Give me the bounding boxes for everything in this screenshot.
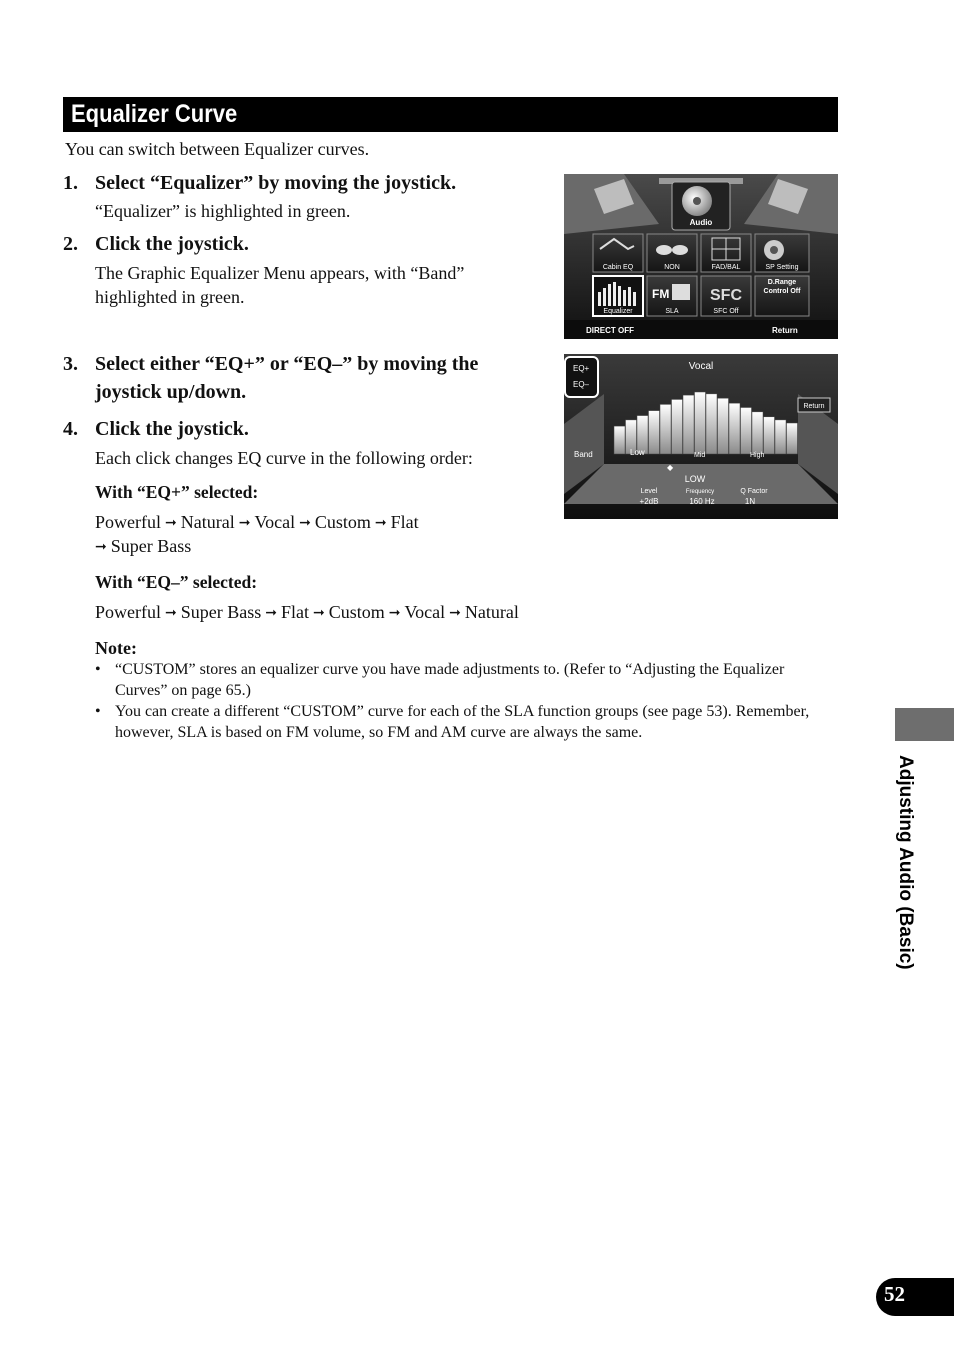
band-mid-label: Mid (694, 452, 706, 459)
intro-text: You can switch between Equalizer curves. (65, 139, 370, 159)
eq-minus-button: EQ– (573, 380, 590, 389)
section-header-bar (63, 97, 838, 132)
up-down-arrow-icon: ◆ (667, 463, 674, 472)
svg-text:SFC: SFC (710, 287, 742, 304)
q-factor-value: 1N (744, 497, 756, 506)
screen1-direct-label: DIRECT OFF (586, 326, 634, 335)
eq-bar (649, 411, 660, 454)
eq-minus-item: Custom (328, 602, 385, 622)
screen1-return-button[interactable]: Return (772, 326, 798, 335)
step-3-number: 3. (63, 353, 78, 375)
graphic-equalizer-screenshot (564, 354, 838, 519)
audio-menu-screenshot (564, 174, 838, 339)
eq-plus-item: Super Bass (110, 536, 192, 556)
level-value: +2dB (639, 497, 659, 506)
frequency-value: 160 Hz (689, 497, 715, 506)
note-item: • “CUSTOM” stores an equalizer curve you have made adjustments to. (Refer to “Adjusting the Equalizer Curves” on page 65.) (95, 659, 815, 701)
eq-bar (752, 412, 763, 454)
eq-bar (741, 408, 752, 455)
note-item: • You can create a different “CUSTOM” curve for each of the SLA function groups (see page 53). Remember, however, SLA is based on FM volume, so FM and AM curve are always the same. (95, 701, 815, 743)
chapter-title: Adjusting Audio (Basic) (895, 755, 916, 970)
eq-bar (718, 398, 729, 454)
eq-bar (729, 403, 740, 454)
step-3-title-line1: Select either “EQ+” or “EQ–” by moving the (95, 353, 479, 375)
step-2-body-line2: highlighted in green. (95, 287, 245, 307)
arrow-icon: ➞ (449, 606, 461, 621)
note-title: Note: (95, 638, 137, 658)
eq-bar (706, 394, 717, 454)
eq-minus-item: Vocal (404, 602, 446, 622)
eq-minus-item: Natural (464, 602, 519, 622)
page-number-tab (876, 1278, 954, 1316)
eq-plus-heading: With “EQ+” selected: (95, 482, 259, 502)
screen2-return-button[interactable]: Return (803, 403, 825, 410)
eq-plus-item: Vocal (254, 512, 296, 532)
arrow-icon: ➞ (374, 516, 387, 531)
svg-text:NON: NON (664, 264, 680, 271)
eq-plus-order-line2 (95, 534, 191, 561)
eq-bar (787, 423, 798, 454)
step-2-body-line1: The Graphic Equalizer Menu appears, with “Band” (95, 263, 465, 283)
eq-plus-item: Custom (314, 512, 371, 532)
level-label: Level (640, 488, 658, 495)
svg-text:FM: FM (652, 287, 670, 301)
tile-cabin-eq[interactable] (593, 234, 643, 272)
eq-bar (695, 392, 706, 454)
step-2 (63, 230, 555, 309)
step-1-number: 1. (63, 172, 78, 194)
step-4-number: 4. (63, 418, 78, 440)
svg-text:SP Setting: SP Setting (765, 264, 799, 271)
svg-text:Cabin EQ: Cabin EQ (602, 264, 634, 271)
eq-plus-order-line1 (95, 510, 419, 537)
svg-text:FAD/BAL: FAD/BAL (711, 264, 741, 271)
arrow-icon: ➞ (165, 516, 177, 531)
arrow-icon: ➞ (238, 516, 251, 531)
svg-text:SLA: SLA (665, 308, 679, 315)
eq-plus-item: Powerful (95, 512, 161, 532)
tile-sla[interactable] (647, 276, 697, 316)
note-list (95, 659, 815, 743)
step-4 (63, 415, 555, 470)
tile-fad-bal[interactable] (701, 234, 751, 272)
eq-bar (672, 399, 683, 454)
eq-plus-button: EQ+ (573, 364, 590, 373)
eq-minus-heading: With “EQ–” selected: (95, 572, 258, 592)
tile-sfc-off[interactable] (701, 276, 751, 316)
arrow-icon: ➞ (388, 606, 401, 621)
step-3-title-line2: joystick up/down. (95, 381, 247, 403)
band-low-label: Low (630, 448, 645, 457)
band-label: Band (574, 450, 593, 459)
tile-equalizer[interactable] (593, 276, 643, 316)
step-4-body: Each click changes EQ curve in the following order: (95, 448, 473, 468)
eq-bar (683, 395, 694, 454)
step-1-title: Select “Equalizer” by moving the joystick. (95, 172, 457, 194)
selected-band: LOW (684, 474, 706, 484)
tile-d-range-control[interactable]: D.Range Control Off (755, 276, 809, 316)
eq-minus-item: Flat (280, 602, 309, 622)
eq-minus-item: Super Bass (180, 602, 262, 622)
eq-plus-item: Natural (180, 512, 235, 532)
tile-sp-setting[interactable] (755, 234, 809, 272)
band-high-label: High (750, 452, 765, 459)
section-title: Equalizer Curve (71, 100, 238, 128)
chapter-tab (895, 708, 954, 741)
eq-bar (614, 426, 625, 454)
frequency-label: Frequency (685, 489, 715, 495)
step-4-title: Click the joystick. (95, 418, 249, 440)
step-2-number: 2. (63, 233, 78, 255)
step-1 (63, 169, 555, 223)
eq-bar (775, 420, 786, 454)
eq-minus-item: Powerful (95, 602, 161, 622)
chapter-side-label (880, 755, 920, 985)
arrow-icon: ➞ (312, 606, 325, 621)
arrow-icon: ➞ (165, 606, 177, 621)
screen1-audio-label: Audio (689, 218, 713, 227)
q-factor-label: Q Factor (740, 488, 768, 495)
eq-plus-item: Flat (390, 512, 419, 532)
eq-bar (764, 417, 775, 454)
svg-text:SFC Off: SFC Off (713, 308, 739, 315)
arrow-icon: ➞ (265, 606, 277, 621)
eq-bar (660, 404, 671, 454)
arrow-icon: ➞ (95, 540, 107, 555)
eq-preset-name: Vocal (688, 361, 714, 372)
step-3 (63, 350, 555, 406)
arrow-icon: ➞ (299, 516, 311, 531)
step-1-body: “Equalizer” is highlighted in green. (95, 201, 351, 221)
svg-text:Equalizer: Equalizer (603, 308, 633, 315)
step-2-title: Click the joystick. (95, 233, 249, 255)
eq-minus-plus-selector[interactable] (565, 357, 598, 397)
page-number: 52 (884, 1282, 905, 1306)
tile-non[interactable] (647, 234, 697, 272)
eq-minus-order (95, 600, 519, 627)
